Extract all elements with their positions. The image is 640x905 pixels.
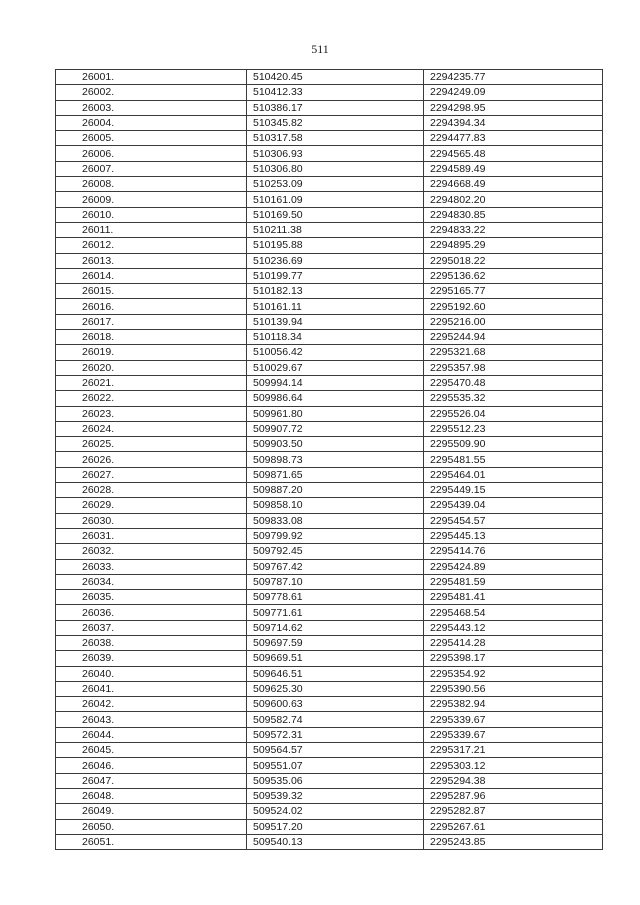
point-number-cell: 26017. [56,314,247,329]
table-row [56,284,603,299]
x-coordinate-cell: 510029.67 [247,360,424,375]
x-coordinate-cell: 509994.14 [247,375,424,390]
x-coordinate-cell: 510345.82 [247,115,424,130]
x-coordinate-cell: 510420.45 [247,70,424,85]
x-coordinate-cell: 510139.94 [247,314,424,329]
point-number-cell: 26011. [56,222,247,237]
x-coordinate-cell: 509792.45 [247,544,424,559]
point-number-cell: 26026. [56,452,247,467]
table-row [56,131,603,146]
x-coordinate-cell: 510118.34 [247,330,424,345]
y-coordinate-cell: 2295339.67 [424,712,603,727]
point-number-cell: 26050. [56,819,247,834]
point-number-cell: 26016. [56,299,247,314]
x-coordinate-cell: 509799.92 [247,528,424,543]
point-number-cell: 26025. [56,437,247,452]
x-coordinate-cell: 509787.10 [247,574,424,589]
y-coordinate-cell: 2294565.48 [424,146,603,161]
table-row [56,758,603,773]
y-coordinate-cell: 2295321.68 [424,345,603,360]
point-number-cell: 26013. [56,253,247,268]
point-number-cell: 26005. [56,131,247,146]
table-row [56,712,603,727]
point-number-cell: 26044. [56,727,247,742]
table-row [56,70,603,85]
x-coordinate-cell: 509669.51 [247,651,424,666]
y-coordinate-cell: 2294830.85 [424,207,603,222]
y-coordinate-cell: 2295136.62 [424,268,603,283]
table-row [56,681,603,696]
x-coordinate-cell: 510306.93 [247,146,424,161]
point-number-cell: 26042. [56,697,247,712]
y-coordinate-cell: 2295357.98 [424,360,603,375]
x-coordinate-cell: 509903.50 [247,437,424,452]
y-coordinate-cell: 2294249.09 [424,85,603,100]
y-coordinate-cell: 2295470.48 [424,375,603,390]
table-row [56,238,603,253]
table-row [56,834,603,849]
point-number-cell: 26030. [56,513,247,528]
x-coordinate-cell: 509697.59 [247,635,424,650]
point-number-cell: 26027. [56,467,247,482]
table-row [56,100,603,115]
point-number-cell: 26038. [56,635,247,650]
table-row [56,345,603,360]
x-coordinate-cell: 509907.72 [247,421,424,436]
table-row [56,299,603,314]
point-number-cell: 26012. [56,238,247,253]
table-row [56,192,603,207]
point-number-cell: 26018. [56,330,247,345]
table-row [56,697,603,712]
table-row [56,635,603,650]
table-row [56,452,603,467]
table-row [56,651,603,666]
x-coordinate-cell: 509551.07 [247,758,424,773]
point-number-cell: 26004. [56,115,247,130]
coordinates-table [55,69,603,850]
table-row [56,85,603,100]
table-row [56,391,603,406]
y-coordinate-cell: 2294589.49 [424,161,603,176]
point-number-cell: 26006. [56,146,247,161]
point-number-cell: 26045. [56,743,247,758]
point-number-cell: 26010. [56,207,247,222]
point-number-cell: 26033. [56,559,247,574]
table-row [56,177,603,192]
point-number-cell: 26020. [56,360,247,375]
point-number-cell: 26002. [56,85,247,100]
point-number-cell: 26015. [56,284,247,299]
point-number-cell: 26051. [56,834,247,849]
x-coordinate-cell: 509887.20 [247,483,424,498]
point-number-cell: 26049. [56,804,247,819]
y-coordinate-cell: 2295414.28 [424,635,603,650]
x-coordinate-cell: 509646.51 [247,666,424,681]
point-number-cell: 26043. [56,712,247,727]
table-row [56,268,603,283]
y-coordinate-cell: 2294668.49 [424,177,603,192]
y-coordinate-cell: 2295294.38 [424,773,603,788]
y-coordinate-cell: 2295445.13 [424,528,603,543]
table-row [56,498,603,513]
y-coordinate-cell: 2295439.04 [424,498,603,513]
x-coordinate-cell: 510161.11 [247,299,424,314]
x-coordinate-cell: 509564.57 [247,743,424,758]
table-row [56,207,603,222]
x-coordinate-cell: 509898.73 [247,452,424,467]
x-coordinate-cell: 509524.02 [247,804,424,819]
y-coordinate-cell: 2295165.77 [424,284,603,299]
y-coordinate-cell: 2295390.56 [424,681,603,696]
x-coordinate-cell: 509986.64 [247,391,424,406]
table-row [56,222,603,237]
table-row [56,437,603,452]
y-coordinate-cell: 2294833.22 [424,222,603,237]
point-number-cell: 26035. [56,590,247,605]
x-coordinate-cell: 509714.62 [247,620,424,635]
point-number-cell: 26021. [56,375,247,390]
x-coordinate-cell: 510306.80 [247,161,424,176]
y-coordinate-cell: 2295244.94 [424,330,603,345]
x-coordinate-cell: 509771.61 [247,605,424,620]
point-number-cell: 26028. [56,483,247,498]
point-number-cell: 26008. [56,177,247,192]
x-coordinate-cell: 510161.09 [247,192,424,207]
x-coordinate-cell: 509517.20 [247,819,424,834]
point-number-cell: 26014. [56,268,247,283]
x-coordinate-cell: 509539.32 [247,788,424,803]
point-number-cell: 26019. [56,345,247,360]
point-number-cell: 26032. [56,544,247,559]
point-number-cell: 26037. [56,620,247,635]
x-coordinate-cell: 510195.88 [247,238,424,253]
table-row [56,483,603,498]
table-row [56,513,603,528]
table-row [56,559,603,574]
point-number-cell: 26034. [56,574,247,589]
x-coordinate-cell: 509858.10 [247,498,424,513]
y-coordinate-cell: 2295443.12 [424,620,603,635]
y-coordinate-cell: 2295317.21 [424,743,603,758]
x-coordinate-cell: 509540.13 [247,834,424,849]
page-number: 511 [311,42,329,56]
y-coordinate-cell: 2295526.04 [424,406,603,421]
y-coordinate-cell: 2295192.60 [424,299,603,314]
table-row [56,406,603,421]
table-row [56,375,603,390]
y-coordinate-cell: 2294235.77 [424,70,603,85]
point-number-cell: 26009. [56,192,247,207]
y-coordinate-cell: 2295535.32 [424,391,603,406]
y-coordinate-cell: 2295282.87 [424,804,603,819]
y-coordinate-cell: 2295216.00 [424,314,603,329]
table-body [56,70,603,850]
y-coordinate-cell: 2295414.76 [424,544,603,559]
x-coordinate-cell: 510182.13 [247,284,424,299]
table-row [56,590,603,605]
y-coordinate-cell: 2295354.92 [424,666,603,681]
point-number-cell: 26041. [56,681,247,696]
y-coordinate-cell: 2295303.12 [424,758,603,773]
table-row [56,620,603,635]
point-number-cell: 26003. [56,100,247,115]
x-coordinate-cell: 510056.42 [247,345,424,360]
x-coordinate-cell: 509871.65 [247,467,424,482]
table-row [56,146,603,161]
table-row [56,161,603,176]
y-coordinate-cell: 2295464.01 [424,467,603,482]
point-number-cell: 26022. [56,391,247,406]
y-coordinate-cell: 2295512.23 [424,421,603,436]
table-row [56,314,603,329]
table-row [56,819,603,834]
table-row [56,788,603,803]
y-coordinate-cell: 2295449.15 [424,483,603,498]
x-coordinate-cell: 509778.61 [247,590,424,605]
point-number-cell: 26036. [56,605,247,620]
y-coordinate-cell: 2295509.90 [424,437,603,452]
y-coordinate-cell: 2294298.95 [424,100,603,115]
table-row [56,727,603,742]
y-coordinate-cell: 2295424.89 [424,559,603,574]
x-coordinate-cell: 509600.63 [247,697,424,712]
x-coordinate-cell: 509535.06 [247,773,424,788]
point-number-cell: 26007. [56,161,247,176]
table-row [56,330,603,345]
y-coordinate-cell: 2295287.96 [424,788,603,803]
x-coordinate-cell: 509833.08 [247,513,424,528]
x-coordinate-cell: 509625.30 [247,681,424,696]
x-coordinate-cell: 510253.09 [247,177,424,192]
x-coordinate-cell: 510211.38 [247,222,424,237]
table-row [56,743,603,758]
table-row [56,360,603,375]
y-coordinate-cell: 2294394.34 [424,115,603,130]
x-coordinate-cell: 510317.58 [247,131,424,146]
y-coordinate-cell: 2295018.22 [424,253,603,268]
x-coordinate-cell: 510386.17 [247,100,424,115]
x-coordinate-cell: 509582.74 [247,712,424,727]
y-coordinate-cell: 2295243.85 [424,834,603,849]
x-coordinate-cell: 510236.69 [247,253,424,268]
x-coordinate-cell: 509767.42 [247,559,424,574]
x-coordinate-cell: 510169.50 [247,207,424,222]
point-number-cell: 26023. [56,406,247,421]
y-coordinate-cell: 2295339.67 [424,727,603,742]
table-row [56,421,603,436]
x-coordinate-cell: 509572.31 [247,727,424,742]
y-coordinate-cell: 2295382.94 [424,697,603,712]
y-coordinate-cell: 2294477.83 [424,131,603,146]
y-coordinate-cell: 2295454.57 [424,513,603,528]
table-row [56,804,603,819]
y-coordinate-cell: 2295398.17 [424,651,603,666]
point-number-cell: 26039. [56,651,247,666]
y-coordinate-cell: 2294895.29 [424,238,603,253]
table-row [56,773,603,788]
y-coordinate-cell: 2295481.55 [424,452,603,467]
x-coordinate-cell: 510199.77 [247,268,424,283]
y-coordinate-cell: 2295468.54 [424,605,603,620]
point-number-cell: 26001. [56,70,247,85]
point-number-cell: 26046. [56,758,247,773]
point-number-cell: 26031. [56,528,247,543]
point-number-cell: 26040. [56,666,247,681]
table-row [56,544,603,559]
table-row [56,528,603,543]
table-row [56,253,603,268]
table-row [56,574,603,589]
y-coordinate-cell: 2294802.20 [424,192,603,207]
point-number-cell: 26048. [56,788,247,803]
x-coordinate-cell: 510412.33 [247,85,424,100]
y-coordinate-cell: 2295481.41 [424,590,603,605]
y-coordinate-cell: 2295267.61 [424,819,603,834]
x-coordinate-cell: 509961.80 [247,406,424,421]
y-coordinate-cell: 2295481.59 [424,574,603,589]
table-row [56,115,603,130]
point-number-cell: 26024. [56,421,247,436]
point-number-cell: 26047. [56,773,247,788]
table-row [56,605,603,620]
table-row [56,467,603,482]
point-number-cell: 26029. [56,498,247,513]
table-row [56,666,603,681]
